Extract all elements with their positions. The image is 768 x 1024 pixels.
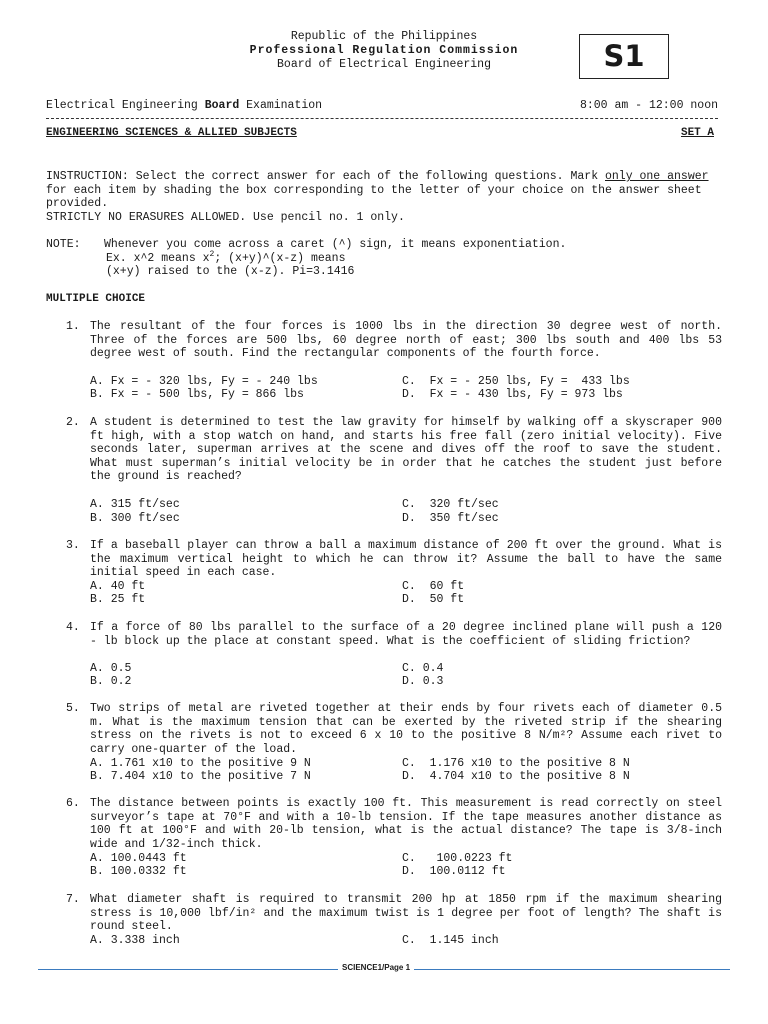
- option-b: B. Fx = - 500 lbs, Fy = 866 lbs: [90, 388, 304, 401]
- option-a: A. 315 ft/sec: [90, 498, 180, 511]
- option-a: A. 3.338 inch: [90, 934, 180, 947]
- set-label: SET A: [680, 127, 714, 139]
- question-text: If a baseball player can throw a ball a maximum distance of 200 ft over the ground. What is the maximum vertical height to which he can throw it? Assume the ball to have the same initial speed in each case.: [90, 539, 722, 580]
- option-c: C. 1.176 x10 to the positive 8 N: [402, 757, 630, 770]
- no-erasures-line: STRICTLY NO ERASURES ALLOWED. Use pencil no. 1 only.: [46, 211, 405, 224]
- question-number: 6.: [66, 797, 80, 810]
- question-4: [46, 621, 722, 691]
- note-line-2a: Ex. x^2 means x: [106, 252, 210, 265]
- option-b: B. 0.2: [90, 675, 132, 688]
- option-b: B. 300 ft/sec: [90, 512, 180, 525]
- republic-line: Republic of the Philippines: [290, 30, 478, 43]
- question-number: 4.: [66, 621, 80, 634]
- question-1: [46, 320, 722, 410]
- option-a: A. 0.5: [90, 662, 132, 675]
- question-text: The resultant of the four forces is 1000 lbs in the direction 30 degree west of north. Three of the forces are 500 lbs, 60 degree north of east; 300 lbs south and 400 lbs 53 degree west of south. Find the rectangular components of the fourth force.: [90, 320, 722, 361]
- option-b: B. 7.404 x10 to the positive 7 N: [90, 770, 311, 783]
- option-c: C. 100.0223 ft: [402, 852, 513, 865]
- note-label: NOTE:: [46, 238, 81, 251]
- option-a: A. Fx = - 320 lbs, Fy = - 240 lbs: [90, 375, 318, 388]
- option-d: D. 50 ft: [402, 593, 465, 606]
- option-c: C. 60 ft: [402, 580, 465, 593]
- exam-time: 8:00 am - 12:00 noon: [579, 99, 718, 112]
- question-number: 7.: [66, 893, 80, 906]
- question-number: 2.: [66, 416, 80, 429]
- question-text: Two strips of metal are riveted together at their ends by four rivets each of diameter 0.5 m. What is the maximum tension that can be exerted by the riveted strip if the shearing stress on the rivets is not to exceed 6 x 10 to the positive 8 N/m²? Assume each rivet to carry one-quarter of the load.: [90, 702, 722, 756]
- question-text: What diameter shaft is required to transmit 200 hp at 1850 rpm if the maximum shearing stress is 10,000 lbf/in² and the maximum twist is 1 degree per foot of length? The shaft is round steel.: [90, 893, 722, 934]
- question-number: 1.: [66, 320, 80, 333]
- question-5: [46, 702, 722, 786]
- question-2: [46, 416, 722, 526]
- instruction-paragraph: [46, 170, 718, 211]
- instruction-lead: INSTRUCTION: Select the correct answer for each of the following questions. Mark: [46, 170, 605, 183]
- note-line-1: Whenever you come across a caret (^) sign, it means exponentiation.: [104, 238, 567, 251]
- question-number: 3.: [66, 539, 80, 552]
- exam-title: [46, 99, 322, 113]
- exam-title-post: Examination: [239, 99, 323, 112]
- page-label: SCIENCE1/Page 1: [338, 963, 414, 972]
- question-7: [46, 893, 722, 953]
- exam-title-pre: Electrical Engineering: [46, 99, 205, 112]
- option-b: B. 100.0332 ft: [90, 865, 187, 878]
- option-c: C. 320 ft/sec: [402, 498, 499, 511]
- option-b: B. 25 ft: [90, 593, 146, 606]
- question-text: The distance between points is exactly 100 ft. This measurement is read correctly on steel surveyor’s tape at 70°F and with a 10-lb tension. If the tape measures another distance as 100 ft at 100°F and with 20-lb tension, what is the actual distance? The tape is 3/8-inch wide and 1/32-inch thick.: [90, 797, 722, 851]
- note-line-2b: ; (x+y)^(x-z) means: [214, 252, 346, 265]
- option-d: D. Fx = - 430 lbs, Fy = 973 lbs: [402, 388, 623, 401]
- instruction-emphasis: only one answer: [605, 170, 709, 183]
- note-line-2: [106, 252, 345, 266]
- set-code-box: S1: [579, 34, 669, 79]
- commission-name: Professional Regulation Commission: [249, 44, 519, 57]
- option-a: A. 40 ft: [90, 580, 146, 593]
- question-6: [46, 797, 722, 881]
- option-d: D. 350 ft/sec: [402, 512, 499, 525]
- instruction-rest: for each item by shading the box corresponding to the letter of your choice on the answer sheet provided.: [46, 183, 702, 211]
- note-line-2-sup: 2: [209, 250, 215, 260]
- option-d: D. 0.3: [402, 675, 444, 688]
- option-d: D. 4.704 x10 to the positive 8 N: [402, 770, 630, 783]
- option-c: C. 0.4: [402, 662, 444, 675]
- option-a: A. 100.0443 ft: [90, 852, 187, 865]
- dashed-divider: [46, 118, 718, 119]
- option-d: D. 100.0112 ft: [402, 865, 506, 878]
- question-text: A student is determined to test the law gravity for himself by walking off a skyscraper 900 ft high, with a stop watch on hand, and starts his free fall (zero initial velocity). Five seconds later, superman arrives at the scene and dives off the roof to save the student. What must superman’s initial velocity be in order that he catches the student just before the ground is reached?: [90, 416, 722, 484]
- section-title: MULTIPLE CHOICE: [46, 293, 146, 305]
- option-c: C. Fx = - 250 lbs, Fy = 433 lbs: [402, 375, 630, 388]
- exam-title-bold: Board: [204, 99, 240, 112]
- question-3: [46, 539, 722, 609]
- option-a: A. 1.761 x10 to the positive 9 N: [90, 757, 311, 770]
- option-c: C. 1.145 inch: [402, 934, 499, 947]
- board-line: Board of Electrical Engineering: [277, 58, 491, 71]
- subject-title: ENGINEERING SCIENCES & ALLIED SUBJECTS: [46, 127, 297, 139]
- note-line-3: (x+y) raised to the (x-z). Pi=3.1416: [106, 265, 355, 278]
- question-number: 5.: [66, 702, 80, 715]
- question-text: If a force of 80 lbs parallel to the surface of a 20 degree inclined plane will push a 120 - lb block up the place at constant speed. What is the coefficient of sliding friction?: [90, 621, 722, 648]
